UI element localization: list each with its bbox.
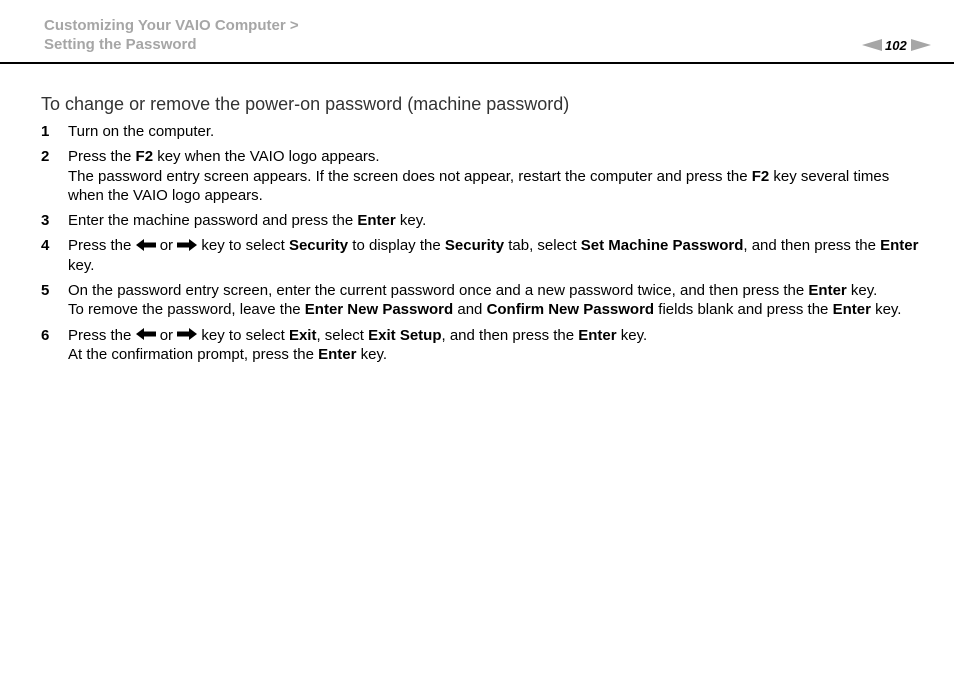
text-run: key when the VAIO logo appears. [153,148,380,166]
text-run: key to select [197,326,289,344]
key-term: Security [444,237,505,255]
text-run: key. [846,282,878,300]
key-term: Enter [318,345,357,363]
step-number: 6 [41,326,50,344]
page-header [0,0,954,64]
text-run: key. [356,345,388,363]
breadcrumb-section[interactable]: Setting the Password [44,36,197,53]
step-item [41,211,921,230]
text-run: and [453,301,487,319]
text-run: to display the [348,237,445,255]
key-term: F2 [135,148,154,166]
text-run: or [155,237,178,255]
key-term: Exit Setup [368,326,442,344]
step-text [68,326,921,345]
step-text [68,236,921,275]
step-text [68,281,921,300]
text-run: key. [395,212,427,230]
key-term: Enter [808,282,847,300]
step-item [41,147,921,205]
text-run: key. [616,326,648,344]
text-run: To remove the password, leave the [68,301,305,319]
procedure-steps [41,122,921,370]
text-run: The password entry screen appears. If the screen does not appear, restart the computer and press the [68,167,752,185]
step-number: 4 [41,237,50,255]
text-run: key. [870,301,902,319]
left-arrow-key-icon [136,328,156,340]
text-run: , select [316,326,369,344]
key-term: Set Machine Password [580,237,744,255]
right-arrow-key-icon [177,239,197,251]
next-page-icon[interactable] [911,39,931,51]
key-term: Enter [357,212,396,230]
text-run: , and then press the [743,237,881,255]
text-run: Press the [68,326,136,344]
text-run: key. [68,256,95,274]
key-term: Enter [832,301,871,319]
step-text [68,211,921,230]
step-item [41,236,921,275]
text-run: , and then press the [441,326,579,344]
step-item [41,326,921,365]
step-item [41,122,921,141]
text-run: fields blank and press the [654,301,833,319]
breadcrumb-chapter[interactable]: Customizing Your VAIO Computer > [44,17,299,34]
header-divider [0,62,954,64]
step-item [41,281,921,320]
key-term: Enter [880,237,919,255]
key-term: Enter [578,326,617,344]
text-run: or [155,326,178,344]
text-run: key to select [197,237,289,255]
text-run: Turn on the computer. [68,123,215,140]
key-term: Confirm New Password [486,301,655,319]
text-run: Press the [68,148,136,166]
step-text [68,147,921,166]
step-text [68,122,921,141]
key-term: Security [288,237,349,255]
step-number: 2 [41,148,50,166]
page-number: 102 [885,37,907,53]
left-arrow-key-icon [136,239,156,251]
previous-page-icon[interactable] [862,39,882,51]
step-number: 3 [41,212,50,230]
key-term: Exit [288,326,317,344]
text-run: Press the [68,237,136,255]
text-run: On the password entry screen, enter the current password once and a new password twice, and then press the [68,282,809,300]
page-navigation [862,37,931,53]
step-text [68,345,921,364]
step-number: 5 [41,282,50,300]
key-term: F2 [751,167,770,185]
step-text [68,167,921,206]
text-run: key several times when the VAIO logo appears. [68,167,890,204]
key-term: Enter New Password [304,301,454,319]
text-run: At the confirmation prompt, press the [68,345,319,363]
step-text [68,300,921,319]
section-title: To change or remove the power-on password (machine password) [41,94,570,114]
text-run: tab, select [504,237,581,255]
text-run: Enter the machine password and press the [68,212,358,230]
right-arrow-key-icon [177,328,197,340]
step-number: 1 [41,123,50,140]
